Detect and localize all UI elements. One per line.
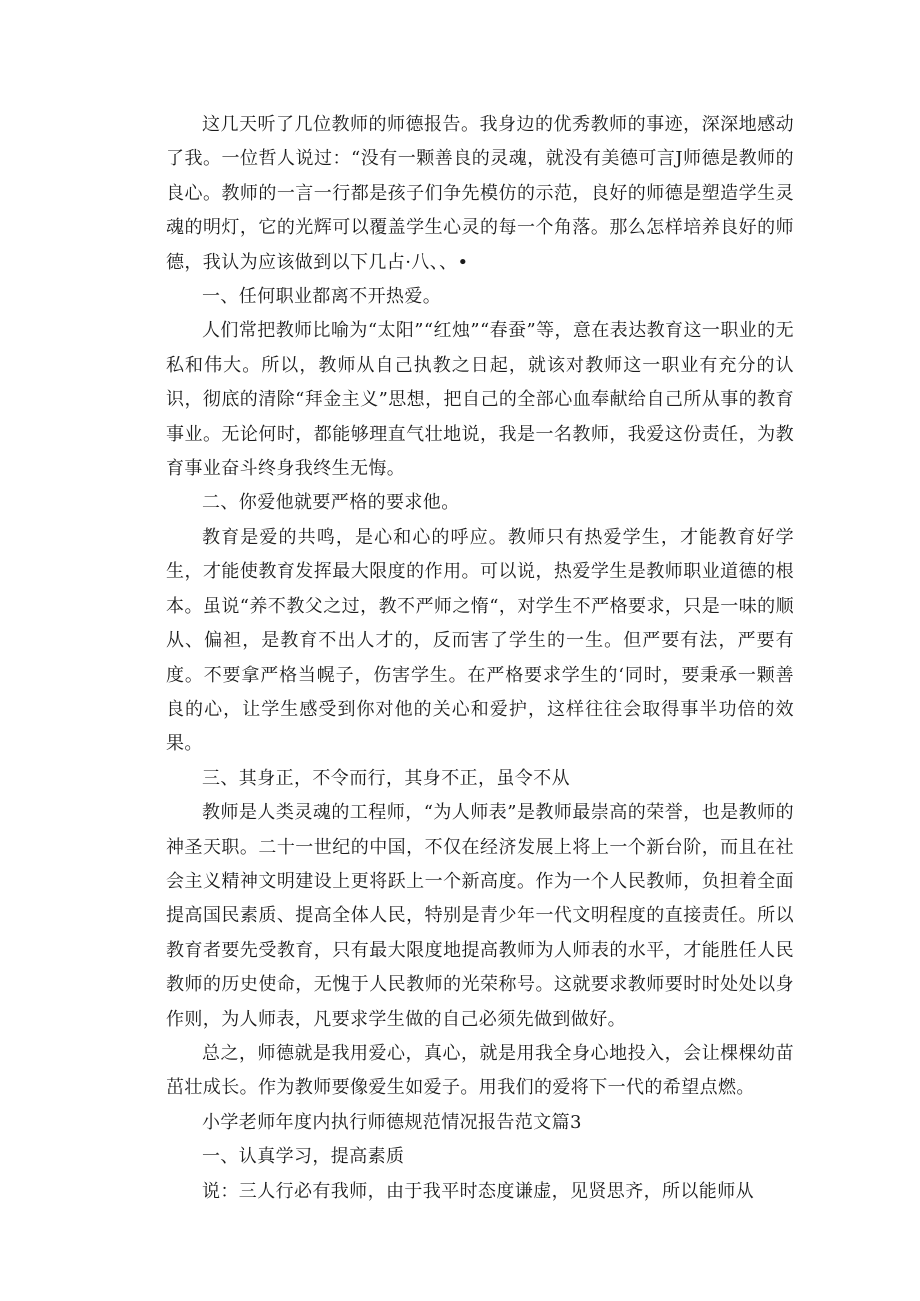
section-heading-2: 二、你爱他就要严格的要求他。 (202, 492, 460, 514)
section-heading-3: 三、其身正，不令而行，其身不正，虽令不从 (202, 767, 570, 789)
article-title-3: 小学老师年度内执行师德规范情况报告范文篇3 (202, 1111, 582, 1133)
section-heading-1: 一、任何职业都离不开热爱。 (202, 286, 442, 308)
document-page (166, 108, 794, 1209)
article-3-paragraph-1: 说：三人行必有我师，由于我平时态度谦虚，见贤思齐，所以能师从 (202, 1180, 754, 1202)
section-1-paragraph: 人们常把教师比喻为“太阳”“红烛”“春蚕”等，意在表达教育这一职业的无私和伟大。所以，教师从自己执教之日起，就该对教师这一职业有充分的认识，彻底的清除“拜金主义”思想，把自己的全部心血奉献给自己所从事的教育事业。无论何时，都能够理直气壮地说，我是一名教师，我爱这份责任，为教育事业奋斗终身我终生无悔。 (166, 320, 794, 480)
article-3-heading-1: 一、认真学习，提高素质 (202, 1146, 405, 1168)
section-3-paragraph: 教师是人类灵魂的工程师，“为人师表”是教师最崇高的荣誉，也是教师的神圣天职。二十一世纪的中国，不仅在经济发展上将上一个新台阶，而且在社会主义精神文明建设上更将跃上一个新高度。作为一个人民教师，负担着全面提高国民素质、提高全体人民，特别是青少年一代文明程度的直接责任。所以教育者要先受教育，只有最大限度地提高教师为人师表的水平，才能胜任人民教师的历史使命，无愧于人民教师的光荣称号。这就要求教师要时时处处以身作则，为人师表，凡要求学生做的自己必须先做到做好。 (166, 802, 794, 1030)
section-2-paragraph: 教育是爱的共鸣，是心和心的呼应。教师只有热爱学生，才能教育好学生，才能使教育发挥最大限度的作用。可以说，热爱学生是教师职业道德的根本。虽说“养不教父之过，教不严师之惰“，对学生不严格要求，只是一味的顺从、偏袒，是教育不出人才的，反而害了学生的一生。但严要有法，严要有度。不要拿严格当幌子，伤害学生。在严格要求学生的‘同时，要秉承一颗善良的心，让学生感受到你对他的关心和爱护，这样往往会取得事半功倍的效果。 (166, 526, 794, 755)
conclusion-paragraph: 总之，师德就是我用爱心，真心，就是用我全身心地投入，会让棵棵幼苗茁壮成长。作为教师要像爱生如爱子。用我们的爱将下一代的希望点燃。 (166, 1042, 794, 1099)
intro-paragraph: 这几天听了几位教师的师德报告。我身边的优秀教师的事迹，深深地感动了我。一位哲人说过：“没有一颗善良的灵魂，就没有美德可言J师德是教师的良心。教师的一言一行都是孩子们争先模仿的示范，良好的师德是塑造学生灵魂的明灯，它的光辉可以覆盖学生心灵的每一个角落。那么怎样培养良好的师德，我认为应该做到以下几占·八、、• (166, 114, 794, 273)
